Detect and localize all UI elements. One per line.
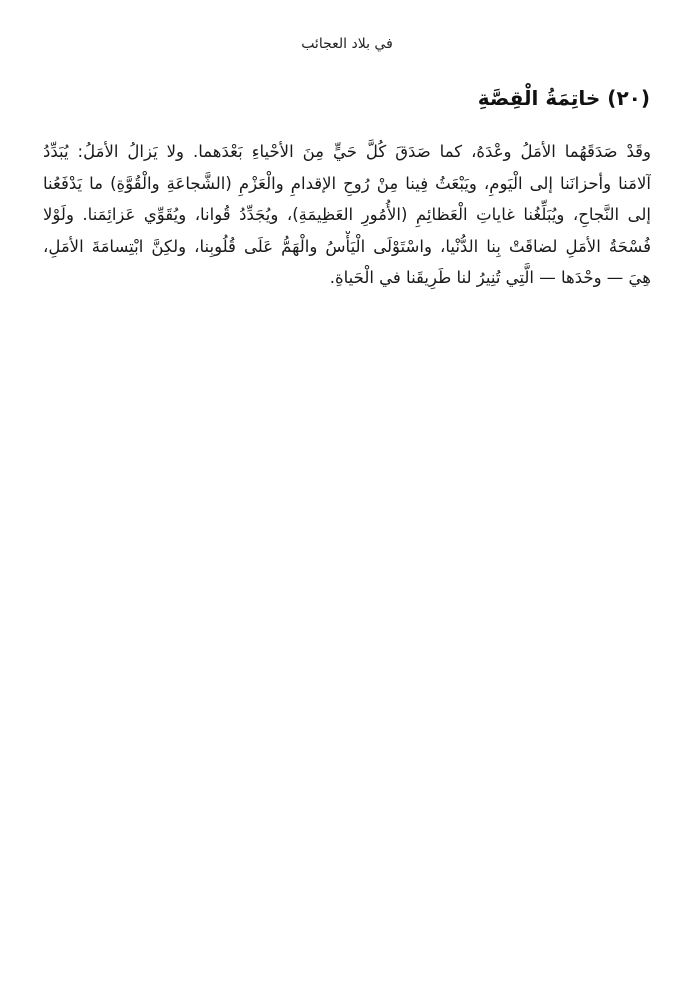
running-header: في بلاد العجائب [301, 36, 393, 52]
paragraph-line: هِيَ — وحْدَها — الَّتِي تُنِيرُ لنا طَرِيقَنا في الْحَياةِ. [329, 268, 651, 287]
body-paragraph [43, 136, 651, 294]
paragraph-line: فُسْحَةُ الأمَلِ لضاقَتْ بِنا الدُّنْيا، واسْتَوْلَى الْيَأْسُ والْهَمُّ عَلَى قُلُوبِنا، ولكِنَّ ابْتِسامَةَ الأمَلِ، [43, 236, 651, 256]
chapter-title: (٢٠) خاتِمَةُ الْقِصَّةِ [477, 86, 650, 110]
paragraph-line: آلامَنا وأحزانَنا إلى الْيَومِ، ويَبْعَثُ فِينا مِنْ رُوحِ الإقدامِ والْعَزْمِ (الشَّجاعَةِ والْقُوَّةِ) ما يَدْفَعُنا [43, 173, 651, 193]
paragraph-line: وقَدْ صَدَقَهُما الأمَلُ وعْدَهُ، كما صَدَقَ كُلَّ حَيٍّ مِنَ الأحْياءِ بَعْدَهما. ولا يَزالُ الأمَلُ: يُبَدِّدُ [43, 142, 651, 161]
paragraph-line: إلى النَّجاحِ، ويُبَلِّغُنا غاياتِ الْعَظائِمِ (الأُمُورِ العَظِيمَةِ)، ويُجَدِّدُ قُوانا، ويُقَوِّي عَزائِمَنا. ولَوْلا [43, 205, 651, 224]
